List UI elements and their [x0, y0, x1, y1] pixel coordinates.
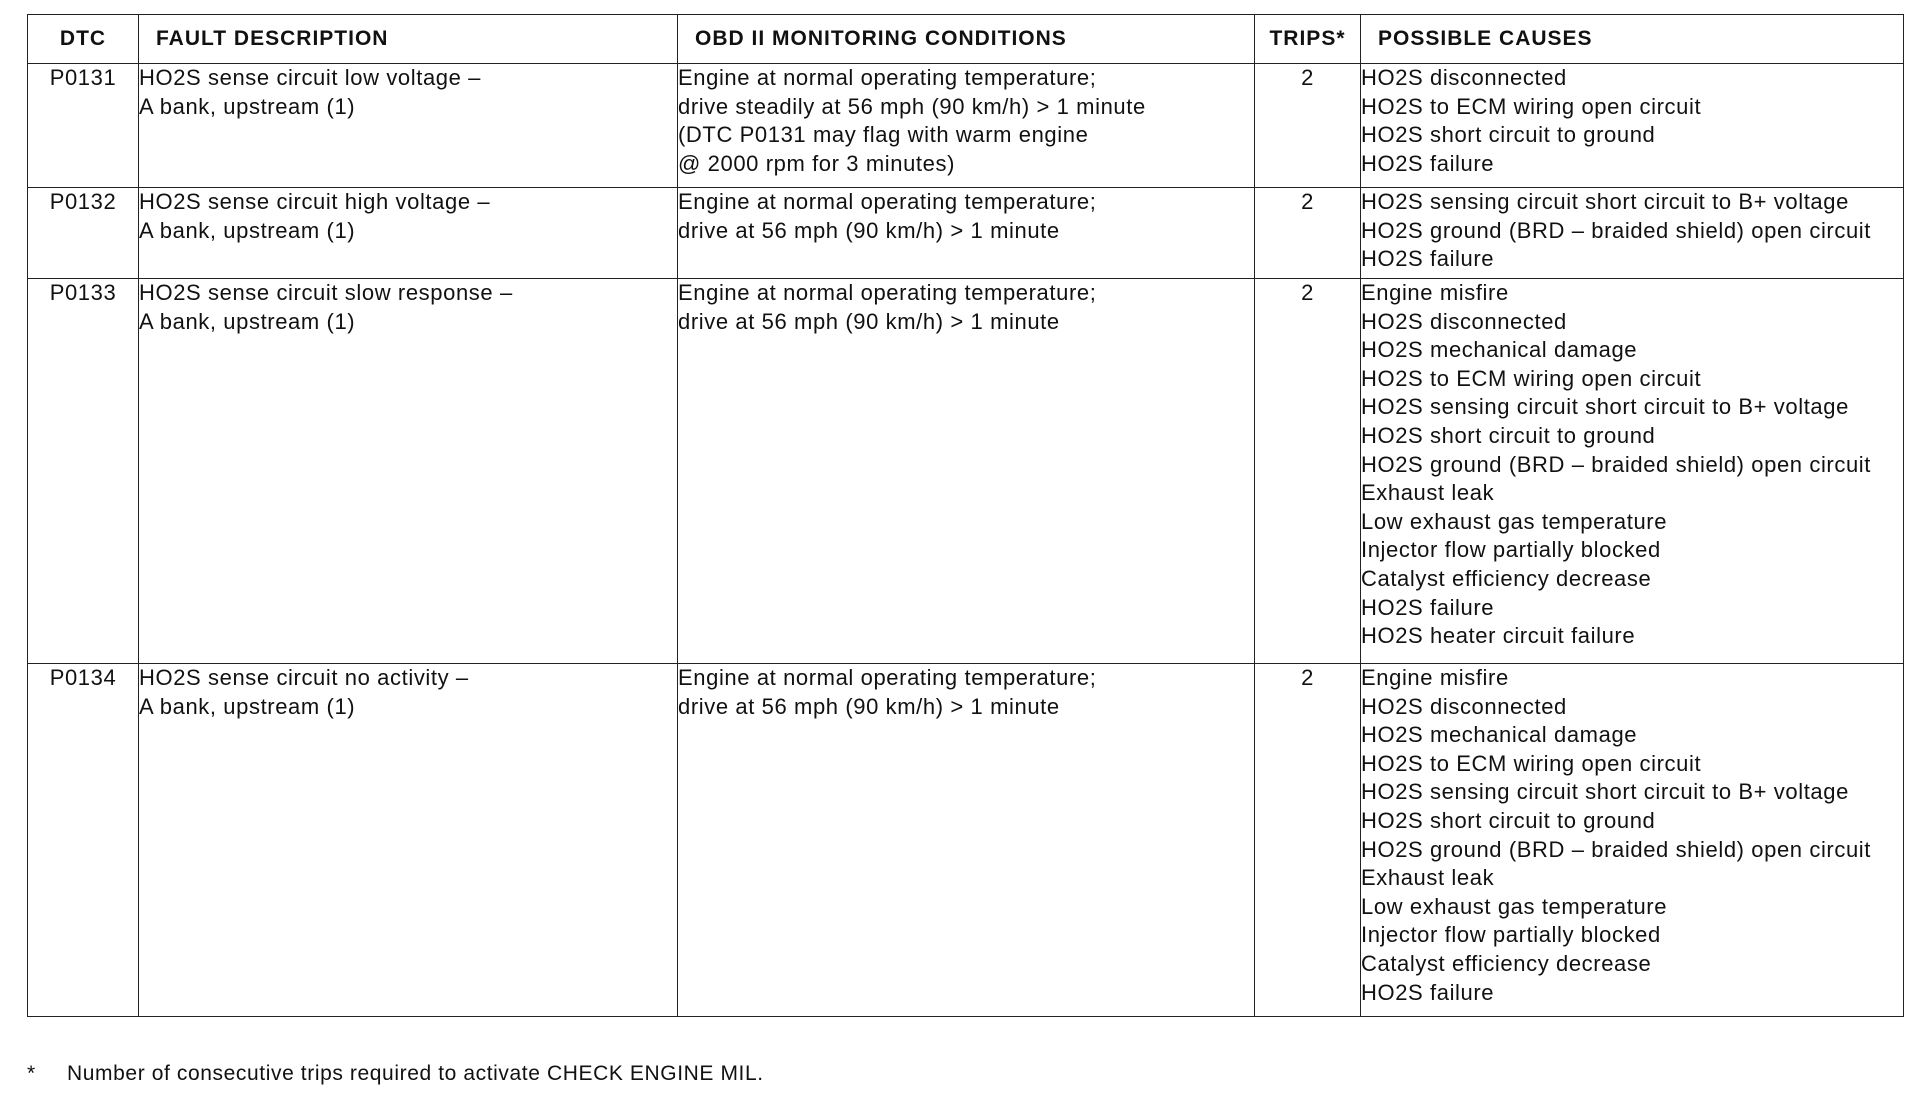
cause-line: Engine misfire: [1361, 280, 1509, 305]
dtc-table-sheet: [27, 14, 1903, 1017]
fault-line: A bank, upstream (1): [139, 308, 356, 334]
cause-line: HO2S short circuit to ground: [1361, 422, 1656, 448]
cause-line: HO2S to ECM wiring open circuit: [1361, 93, 1702, 119]
cause-line: HO2S heater circuit failure: [1361, 623, 1636, 649]
cause-line: HO2S disconnected: [1361, 693, 1567, 719]
fault-line: HO2S sense circuit slow response –: [139, 280, 513, 305]
cause-line: HO2S failure: [1361, 979, 1495, 1005]
cause-line: HO2S ground (BRD – braided shield) open circuit: [1361, 217, 1871, 243]
cause-line: Catalyst efficiency decrease: [1361, 565, 1652, 591]
dtc-code-cell: P0133: [28, 279, 139, 664]
cause-line: HO2S failure: [1361, 594, 1495, 620]
header-fault-description: FAULT DESCRIPTION: [139, 15, 678, 64]
table-row: [28, 664, 1904, 1017]
obd-line: Engine at normal operating temperature;: [678, 280, 1097, 305]
obd-line: Engine at normal operating temperature;: [678, 665, 1097, 690]
fault-line: HO2S sense circuit low voltage –: [139, 65, 482, 90]
cause-line: Exhaust leak: [1361, 480, 1495, 506]
footnote-marker: *: [27, 1062, 36, 1085]
fault-line: A bank, upstream (1): [139, 217, 356, 243]
dtc-code-cell: P0134: [28, 664, 139, 1017]
fault-description-cell: [139, 64, 678, 188]
cause-line: HO2S failure: [1361, 150, 1495, 176]
footnote-text: Number of consecutive trips required to activate CHECK ENGINE MIL.: [67, 1062, 764, 1085]
fault-description-cell: [139, 188, 678, 279]
monitoring-conditions-cell: [678, 64, 1255, 188]
header-possible-causes: POSSIBLE CAUSES: [1361, 15, 1904, 64]
cause-line: HO2S sensing circuit short circuit to B+ voltage: [1361, 394, 1849, 420]
cause-line: HO2S ground (BRD – braided shield) open circuit: [1361, 836, 1871, 862]
fault-line: A bank, upstream (1): [139, 693, 356, 719]
obd-line: @ 2000 rpm for 3 minutes): [678, 150, 955, 176]
footnote: [27, 1062, 764, 1086]
table-row: [28, 279, 1904, 664]
possible-causes-cell: [1361, 664, 1904, 1017]
trips-cell: 2: [1255, 188, 1361, 279]
obd-line: drive at 56 mph (90 km/h) > 1 minute: [678, 308, 1060, 334]
dtc-table: [27, 14, 1904, 1017]
dtc-code-cell: P0132: [28, 188, 139, 279]
fault-line: A bank, upstream (1): [139, 93, 356, 119]
cause-line: HO2S disconnected: [1361, 65, 1567, 90]
table-row: [28, 188, 1904, 279]
cause-line: Engine misfire: [1361, 665, 1509, 690]
header-dtc: DTC: [28, 15, 139, 64]
cause-line: HO2S disconnected: [1361, 308, 1567, 334]
obd-line: (DTC P0131 may flag with warm engine: [678, 122, 1089, 148]
table-row: [28, 64, 1904, 188]
monitoring-conditions-cell: [678, 188, 1255, 279]
possible-causes-cell: [1361, 64, 1904, 188]
cause-line: HO2S mechanical damage: [1361, 722, 1638, 748]
obd-line: drive at 56 mph (90 km/h) > 1 minute: [678, 693, 1060, 719]
cause-line: HO2S short circuit to ground: [1361, 807, 1656, 833]
cause-line: Catalyst efficiency decrease: [1361, 950, 1652, 976]
cause-line: HO2S ground (BRD – braided shield) open circuit: [1361, 451, 1871, 477]
table-header-row: [28, 15, 1904, 64]
header-trips: TRIPS*: [1255, 15, 1361, 64]
cause-line: HO2S sensing circuit short circuit to B+ voltage: [1361, 189, 1849, 214]
possible-causes-cell: [1361, 279, 1904, 664]
cause-line: HO2S short circuit to ground: [1361, 122, 1656, 148]
cause-line: Exhaust leak: [1361, 865, 1495, 891]
obd-line: drive steadily at 56 mph (90 km/h) > 1 minute: [678, 93, 1146, 119]
cause-line: HO2S sensing circuit short circuit to B+ voltage: [1361, 779, 1849, 805]
trips-cell: 2: [1255, 664, 1361, 1017]
fault-description-cell: [139, 279, 678, 664]
fault-description-cell: [139, 664, 678, 1017]
obd-line: Engine at normal operating temperature;: [678, 65, 1097, 90]
cause-line: Injector flow partially blocked: [1361, 922, 1661, 948]
cause-line: HO2S to ECM wiring open circuit: [1361, 750, 1702, 776]
cause-line: HO2S to ECM wiring open circuit: [1361, 365, 1702, 391]
trips-cell: 2: [1255, 279, 1361, 664]
cause-line: HO2S mechanical damage: [1361, 337, 1638, 363]
cause-line: Injector flow partially blocked: [1361, 537, 1661, 563]
cause-line: Low exhaust gas temperature: [1361, 893, 1668, 919]
dtc-code-cell: P0131: [28, 64, 139, 188]
monitoring-conditions-cell: [678, 664, 1255, 1017]
cause-line: HO2S failure: [1361, 246, 1495, 272]
obd-line: drive at 56 mph (90 km/h) > 1 minute: [678, 217, 1060, 243]
fault-line: HO2S sense circuit high voltage –: [139, 189, 491, 214]
trips-cell: 2: [1255, 64, 1361, 188]
cause-line: Low exhaust gas temperature: [1361, 508, 1668, 534]
fault-line: HO2S sense circuit no activity –: [139, 665, 469, 690]
header-obd-monitoring-conditions: OBD II MONITORING CONDITIONS: [678, 15, 1255, 64]
possible-causes-cell: [1361, 188, 1904, 279]
obd-line: Engine at normal operating temperature;: [678, 189, 1097, 214]
monitoring-conditions-cell: [678, 279, 1255, 664]
